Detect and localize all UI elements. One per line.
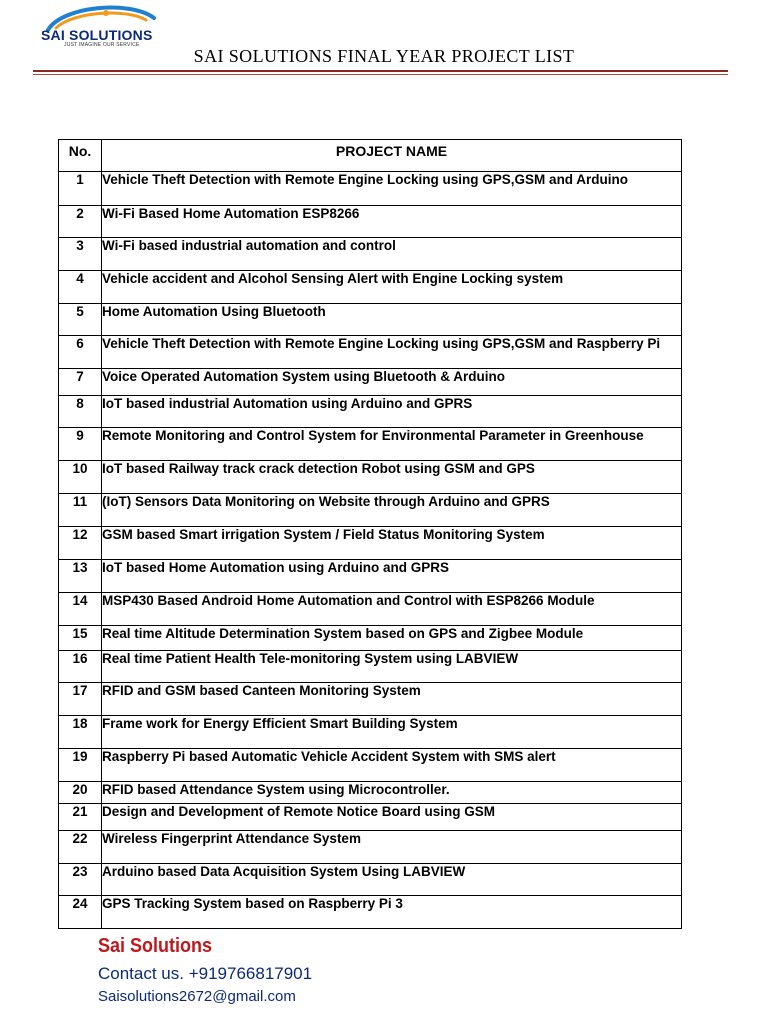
table-row [59, 304, 682, 336]
row-number: 23 [59, 864, 102, 896]
project-name: Remote Monitoring and Control System for Environmental Parameter in Greenhouse [102, 428, 682, 461]
table-row [59, 864, 682, 896]
row-number: 17 [59, 683, 102, 716]
table-row [59, 651, 682, 683]
project-table [58, 139, 682, 929]
project-name: IoT based industrial Automation using Arduino and GPRS [102, 396, 682, 428]
project-name: MSP430 Based Android Home Automation and Control with ESP8266 Module [102, 593, 682, 626]
table-row [59, 172, 682, 206]
row-number: 2 [59, 206, 102, 238]
row-number: 10 [59, 461, 102, 494]
table-row [59, 749, 682, 782]
table-row [59, 494, 682, 527]
table-row [59, 369, 682, 396]
table-row [59, 896, 682, 929]
project-name: IoT based Railway track crack detection Robot using GSM and GPS [102, 461, 682, 494]
table-row [59, 271, 682, 304]
table-row [59, 782, 682, 804]
table-row [59, 831, 682, 864]
project-name: Wireless Fingerprint Attendance System [102, 831, 682, 864]
table-row [59, 238, 682, 271]
project-name: Vehicle Theft Detection with Remote Engine Locking using GPS,GSM and Arduino [102, 172, 682, 206]
project-name: Design and Development of Remote Notice Board using GSM [102, 804, 682, 831]
project-name: Arduino based Data Acquisition System Using LABVIEW [102, 864, 682, 896]
logo-tagline: JUST IMAGINE OUR SERVICE [64, 42, 140, 48]
table-row [59, 683, 682, 716]
row-number: 20 [59, 782, 102, 804]
project-name: RFID and GSM based Canteen Monitoring System [102, 683, 682, 716]
table-row [59, 336, 682, 369]
table-row [59, 804, 682, 831]
table-row [59, 626, 682, 651]
row-number: 22 [59, 831, 102, 864]
row-number: 16 [59, 651, 102, 683]
project-name: (IoT) Sensors Data Monitoring on Website through Arduino and GPRS [102, 494, 682, 527]
project-name: Vehicle accident and Alcohol Sensing Alert with Engine Locking system [102, 271, 682, 304]
row-number: 15 [59, 626, 102, 651]
row-number: 7 [59, 369, 102, 396]
logo-name: SAI SOLUTIONS [41, 27, 153, 43]
project-name: Wi-Fi Based Home Automation ESP8266 [102, 206, 682, 238]
row-number: 12 [59, 527, 102, 560]
row-number: 11 [59, 494, 102, 527]
project-name: GPS Tracking System based on Raspberry Pi 3 [102, 896, 682, 929]
title-divider-thin [33, 74, 728, 75]
row-number: 1 [59, 172, 102, 206]
page-title: SAI SOLUTIONS FINAL YEAR PROJECT LIST [193, 46, 575, 66]
row-number: 3 [59, 238, 102, 271]
project-name: Frame work for Energy Efficient Smart Building System [102, 716, 682, 749]
row-number: 19 [59, 749, 102, 782]
row-number: 4 [59, 271, 102, 304]
row-number: 14 [59, 593, 102, 626]
project-name: Home Automation Using Bluetooth [102, 304, 682, 336]
project-name: Real time Patient Health Tele-monitoring System using LABVIEW [102, 651, 682, 683]
table-row [59, 593, 682, 626]
project-name: RFID based Attendance System using Microcontroller. [102, 782, 682, 804]
row-number: 13 [59, 560, 102, 593]
project-name: GSM based Smart irrigation System / Field Status Monitoring System [102, 527, 682, 560]
table-row [59, 428, 682, 461]
footer-contact: Contact us. +919766817901 [98, 964, 313, 983]
project-name: Real time Altitude Determination System based on GPS and Zigbee Module [102, 626, 682, 651]
footer-email: Saisolutions2672@gmail.com [98, 988, 296, 1005]
row-number: 5 [59, 304, 102, 336]
row-number: 21 [59, 804, 102, 831]
project-name: Wi-Fi based industrial automation and control [102, 238, 682, 271]
title-divider [33, 70, 728, 72]
footer-brand: Sai Solutions [98, 935, 213, 957]
table-row [59, 527, 682, 560]
table-header-row [59, 140, 682, 172]
row-number: 6 [59, 336, 102, 369]
table-row [59, 206, 682, 238]
project-name: Vehicle Theft Detection with Remote Engine Locking using GPS,GSM and Raspberry Pi [102, 336, 682, 369]
table-row [59, 461, 682, 494]
row-number: 24 [59, 896, 102, 929]
table-row [59, 716, 682, 749]
table-body [59, 172, 682, 929]
table-row [59, 560, 682, 593]
project-name: Voice Operated Automation System using Bluetooth & Arduino [102, 369, 682, 396]
table-row [59, 396, 682, 428]
project-name: IoT based Home Automation using Arduino and GPRS [102, 560, 682, 593]
row-number: 8 [59, 396, 102, 428]
row-number: 18 [59, 716, 102, 749]
project-name: Raspberry Pi based Automatic Vehicle Accident System with SMS alert [102, 749, 682, 782]
column-header-no: No. [59, 140, 102, 172]
column-header-project-name: PROJECT NAME [102, 140, 682, 172]
row-number: 9 [59, 428, 102, 461]
